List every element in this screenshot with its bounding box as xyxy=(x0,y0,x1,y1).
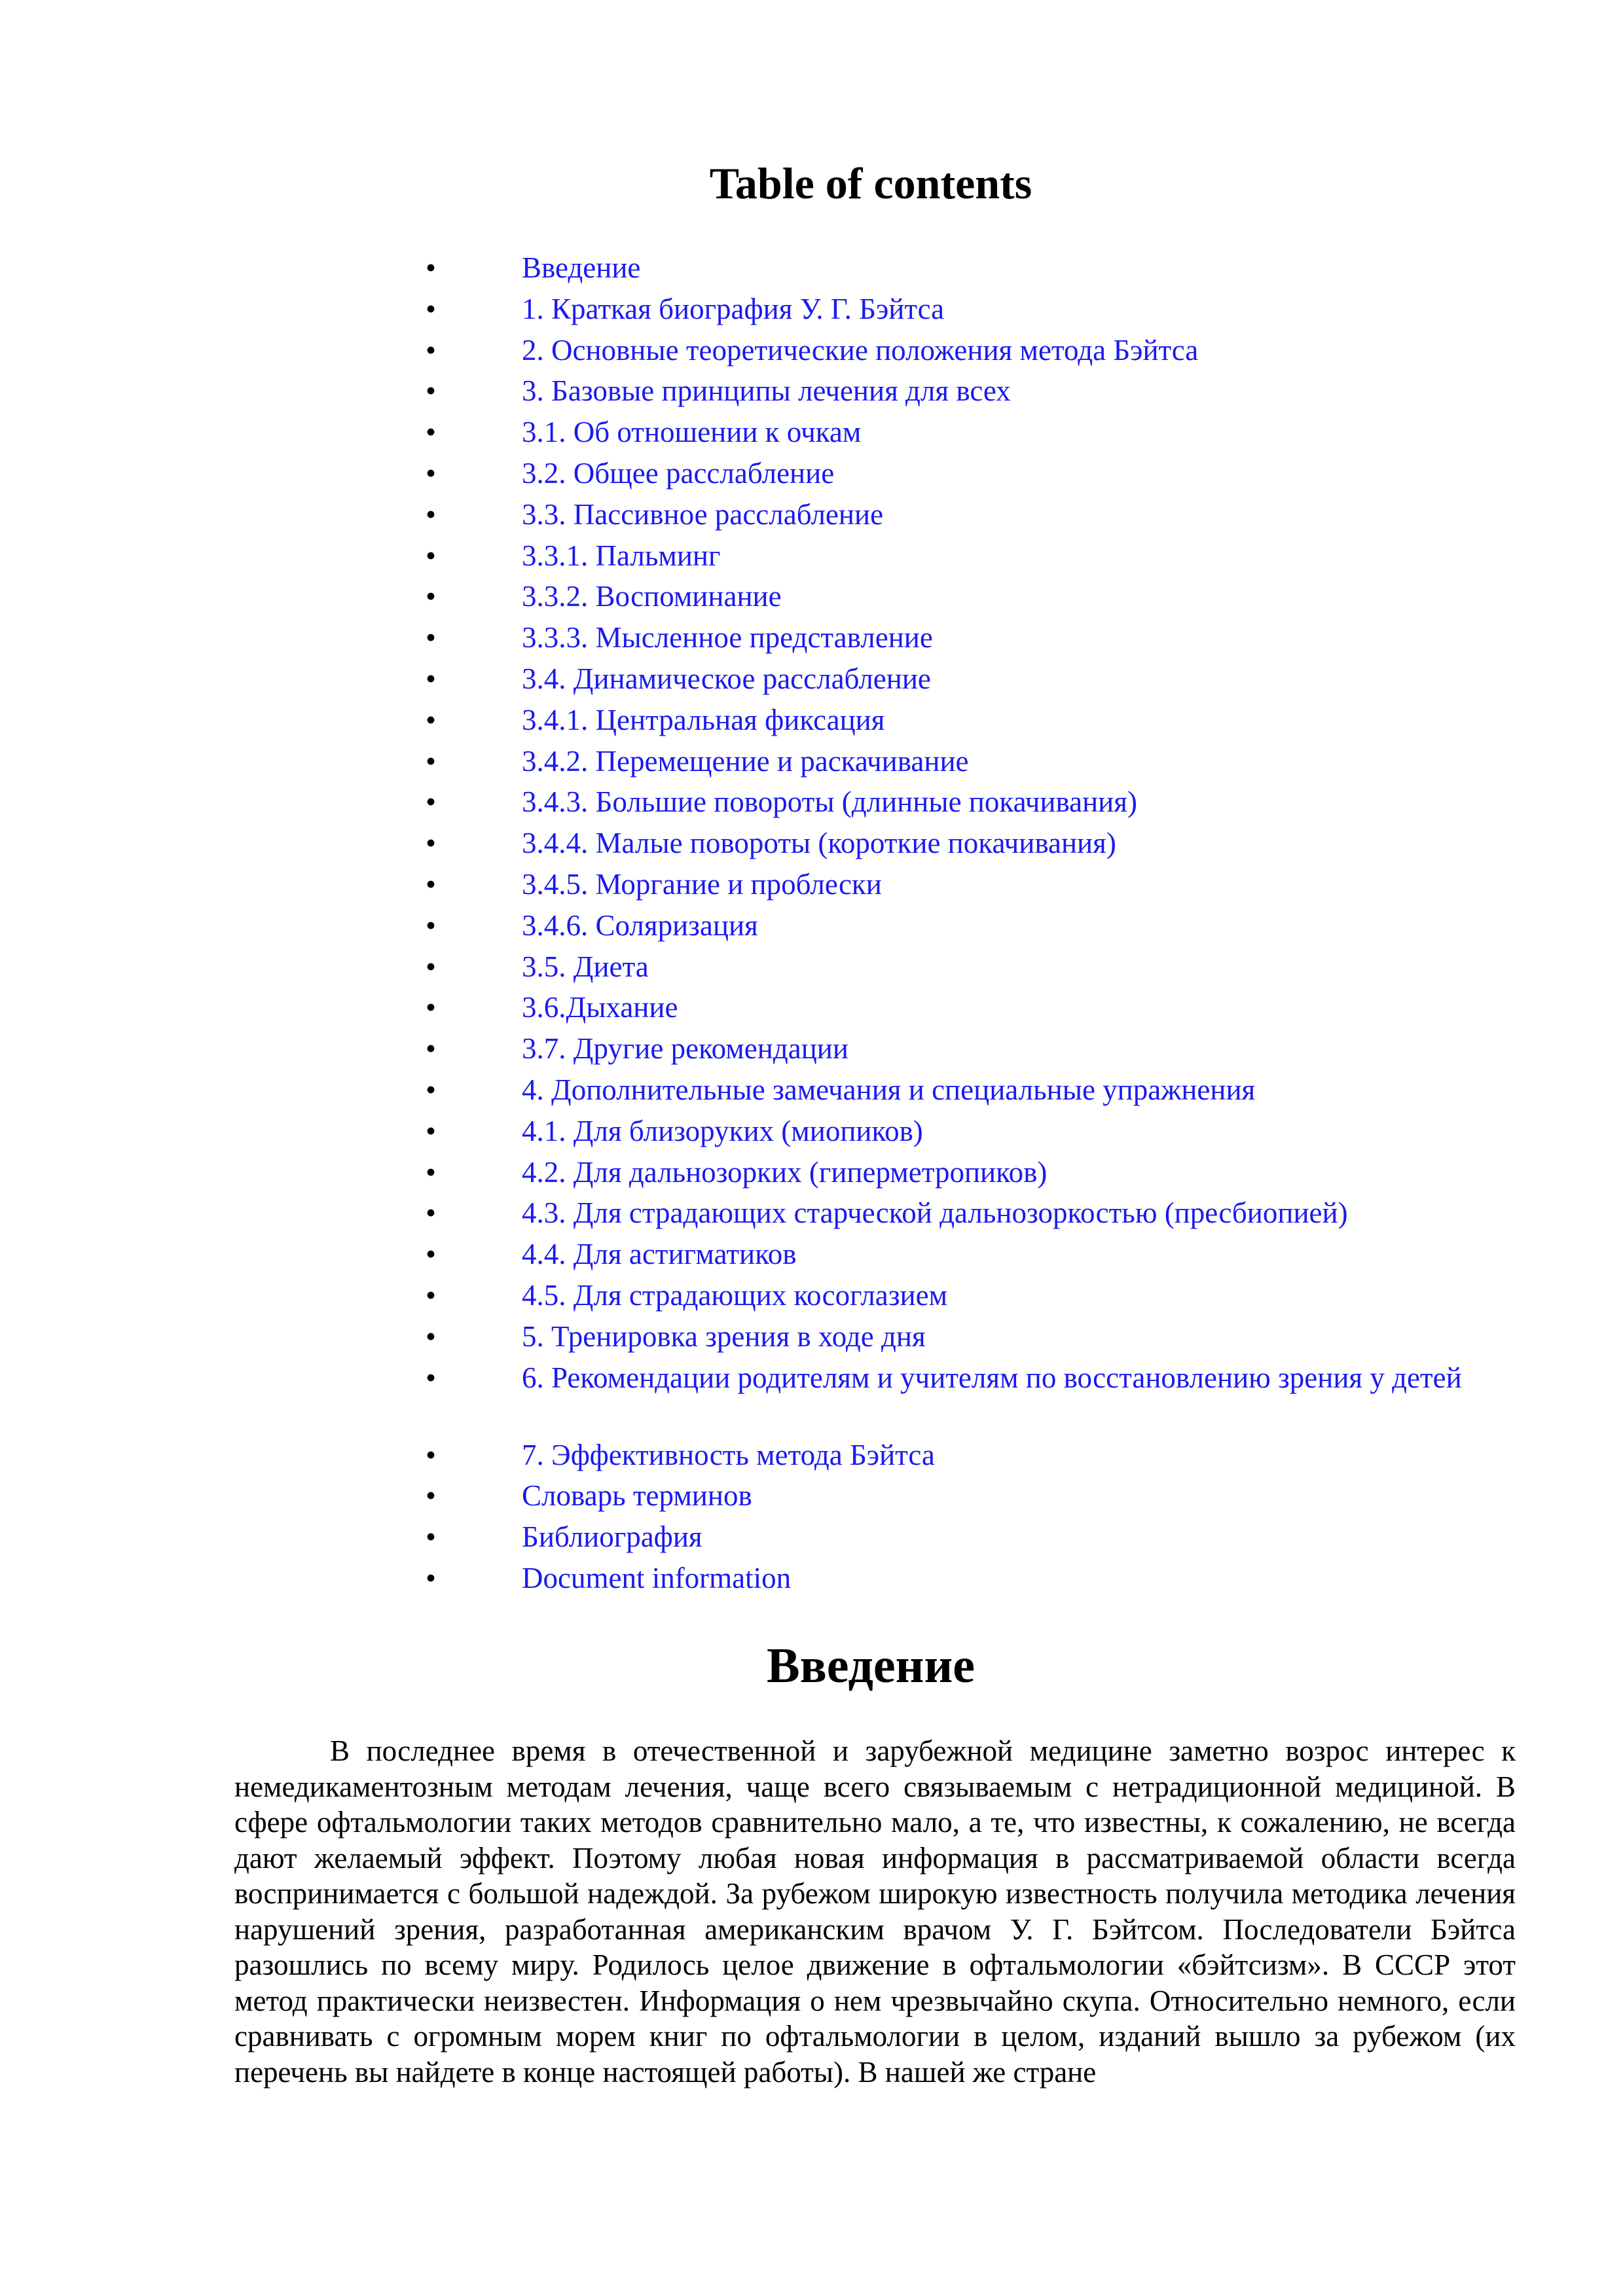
toc-bullet: • xyxy=(426,333,436,367)
toc-link[interactable]: 5. Тренировка зрения в ходе дня xyxy=(522,1319,926,1353)
toc-link[interactable]: 3.3.1. Пальминг xyxy=(522,539,721,572)
toc-bullet: • xyxy=(426,1073,436,1106)
toc-item xyxy=(0,412,1623,453)
toc-link[interactable]: 3.4.6. Соляризация xyxy=(522,908,758,942)
toc-item xyxy=(0,700,1623,741)
toc-item xyxy=(0,370,1623,412)
toc-bullet: • xyxy=(426,1238,436,1271)
toc-item xyxy=(0,247,1623,289)
toc-item xyxy=(0,1357,1623,1435)
toc-link[interactable]: Document information xyxy=(522,1561,792,1594)
toc-link[interactable]: 3.5. Диета xyxy=(522,950,649,983)
toc-bullet: • xyxy=(426,456,436,490)
toc-bullet: • xyxy=(426,1155,436,1189)
toc-link[interactable]: Словарь терминов xyxy=(522,1479,752,1513)
toc-item xyxy=(0,1475,1623,1516)
toc-title: Table of contents xyxy=(709,158,1032,208)
toc-link[interactable]: 4.3. Для страдающих старческой дальнозоркостью (пресбиопией) xyxy=(522,1196,1348,1230)
toc-item xyxy=(0,1069,1623,1111)
toc-link[interactable]: 3.3.2. Воспоминание xyxy=(522,580,782,613)
toc-link[interactable]: 3.7. Другие рекомендации xyxy=(522,1032,848,1066)
toc-item xyxy=(0,1558,1623,1599)
toc-item xyxy=(0,1275,1623,1316)
toc-link[interactable]: 3.4. Динамическое расслабление xyxy=(522,662,931,695)
toc-item xyxy=(0,1193,1623,1234)
toc-bullet: • xyxy=(426,580,436,613)
toc-bullet: • xyxy=(426,292,436,325)
toc-link[interactable]: Библиография xyxy=(522,1520,702,1554)
toc-item xyxy=(0,741,1623,782)
toc-bullet: • xyxy=(426,251,436,284)
toc-bullet: • xyxy=(426,539,436,572)
toc-item xyxy=(0,781,1623,823)
toc-bullet: • xyxy=(426,662,436,695)
intro-paragraph: В последнее время в отечественной и зарубежной медицине заметно возрос интерес к немедикаментозным методам лечения, чаще всего связываемым с нетрадиционной медициной. В сфере офтальмологии таких методов сравнительно мало, а те, что известны, к сожалению, не всегда дают желаемый эффект. Поэтому любая новая информация в рассматриваемой области всегда воспринимается с большой надеждой. За рубежом широкую известность получила методика лечения нарушений зрения, разработанная американским врачом У. Г. Бэйтсом. Последователи Бэйтса разошлись по всему миру. Родилось целое движение в офтальмологии «бэйтсизм». В СССР этот метод практически неизвестен. Информация о нем чрезвычайно скупа. Относительно немного, если сравнивать с огромным морем книг по офтальмологии в целом, изданий вышло за рубежом (их перечень вы найдете в конце настоящей работы). В нашей же стране xyxy=(234,1734,1516,2089)
toc-link[interactable]: 3.6.Дыхание xyxy=(522,991,678,1024)
toc-link[interactable]: 4.1. Для близоруких (миопиков) xyxy=(522,1114,923,1147)
toc-bullet: • xyxy=(426,1438,436,1471)
toc-item xyxy=(0,1028,1623,1069)
toc-bullet: • xyxy=(426,1032,436,1066)
toc-item xyxy=(0,1111,1623,1152)
toc-bullet: • xyxy=(426,744,436,778)
toc-item xyxy=(0,823,1623,864)
toc-link[interactable]: 3.2. Общее расслабление xyxy=(522,456,835,490)
toc-item xyxy=(0,576,1623,617)
toc-item xyxy=(0,453,1623,494)
toc-item xyxy=(0,864,1623,905)
toc-link[interactable]: 1. Краткая биография У. Г. Бэйтса xyxy=(522,292,945,325)
toc-link[interactable]: 4.5. Для страдающих косоглазием xyxy=(522,1278,948,1312)
toc-link[interactable]: 3.4.3. Большие повороты (длинные покачивания) xyxy=(522,785,1137,819)
toc-item xyxy=(0,658,1623,700)
toc-item xyxy=(0,905,1623,946)
toc-link[interactable]: 3.4.2. Перемещение и раскачивание xyxy=(522,744,969,778)
toc-link[interactable]: 3. Базовые принципы лечения для всех xyxy=(522,374,1011,408)
toc-bullet: • xyxy=(426,1196,436,1230)
toc-bullet: • xyxy=(426,1278,436,1312)
toc-item xyxy=(0,1152,1623,1193)
toc-bullet: • xyxy=(426,416,436,449)
toc-link[interactable]: 7. Эффективность метода Бэйтса xyxy=(522,1438,935,1471)
toc-item xyxy=(0,494,1623,535)
toc-link[interactable]: 3.3.3. Мысленное представление xyxy=(522,621,933,655)
toc-link[interactable]: 4. Дополнительные замечания и специальные упражнения xyxy=(522,1073,1256,1106)
toc-item xyxy=(0,289,1623,330)
toc-bullet: • xyxy=(426,1561,436,1594)
toc-bullet: • xyxy=(426,497,436,531)
toc-link[interactable]: 4.4. Для астигматиков xyxy=(522,1238,797,1271)
toc-link[interactable]: 2. Основные теоретические положения метода Бэйтса xyxy=(522,333,1199,367)
toc-bullet: • xyxy=(426,827,436,860)
toc-link[interactable]: 3.4.5. Моргание и проблески xyxy=(522,867,882,901)
toc-bullet: • xyxy=(426,908,436,942)
toc-item xyxy=(0,330,1623,371)
toc-link[interactable]: 3.4.4. Малые повороты (короткие покачивания) xyxy=(522,827,1116,860)
toc-item xyxy=(0,987,1623,1028)
toc-link[interactable]: 3.1. Об отношении к очкам xyxy=(522,416,862,449)
toc-item xyxy=(0,617,1623,658)
toc-bullet: • xyxy=(426,867,436,901)
toc-link[interactable]: 3.3. Пассивное расслабление xyxy=(522,497,884,531)
section-heading-introduction: Введение xyxy=(767,1638,975,1693)
toc-link[interactable]: 6. Рекомендации родителям и учителям по восстановлению зрения у детей xyxy=(522,1361,1462,1394)
toc-item xyxy=(0,1234,1623,1275)
toc-bullet: • xyxy=(426,991,436,1024)
toc-bullet: • xyxy=(426,1361,436,1394)
toc-link[interactable]: 4.2. Для дальнозорких (гиперметропиков) xyxy=(522,1155,1048,1189)
toc-item xyxy=(0,1316,1623,1357)
toc-bullet: • xyxy=(426,785,436,819)
toc-link[interactable]: Введение xyxy=(522,251,641,284)
toc-item xyxy=(0,1435,1623,1476)
table-of-contents xyxy=(0,247,1623,1599)
toc-bullet: • xyxy=(426,374,436,408)
toc-item xyxy=(0,1516,1623,1558)
toc-item xyxy=(0,946,1623,988)
toc-item xyxy=(0,535,1623,577)
toc-bullet: • xyxy=(426,950,436,983)
toc-bullet: • xyxy=(426,703,436,736)
toc-bullet: • xyxy=(426,621,436,655)
toc-bullet: • xyxy=(426,1114,436,1147)
toc-link[interactable]: 3.4.1. Центральная фиксация xyxy=(522,703,885,736)
toc-bullet: • xyxy=(426,1319,436,1353)
toc-bullet: • xyxy=(426,1479,436,1513)
toc-bullet: • xyxy=(426,1520,436,1554)
